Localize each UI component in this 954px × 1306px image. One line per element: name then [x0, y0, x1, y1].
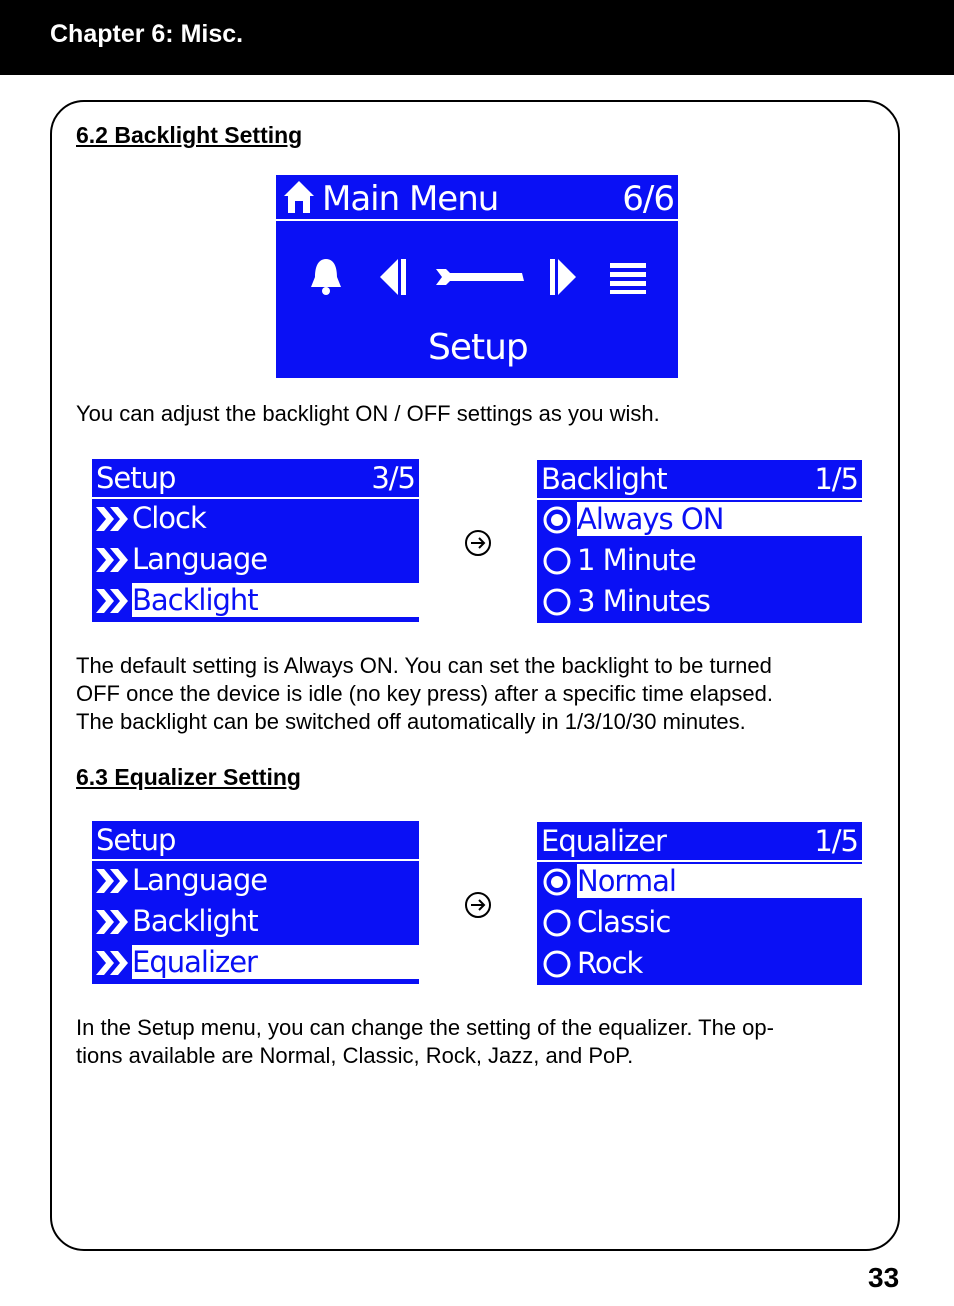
backlight-menu-page: 1/5 — [814, 462, 858, 496]
home-icon — [282, 179, 316, 215]
radio-selected-icon — [539, 506, 575, 534]
setup-item-language[interactable] — [92, 540, 419, 580]
setup-menu-screen — [92, 459, 419, 622]
backlight-option-1-minute[interactable] — [537, 541, 862, 581]
setup-item-clock[interactable] — [92, 499, 419, 539]
description-line: The default setting is Always ON. You can set the backlight to be turned — [76, 653, 772, 678]
left-triangle-icon — [378, 257, 408, 297]
setup-menu-title: Setup — [96, 823, 176, 857]
double-chevron-icon — [94, 546, 130, 574]
radio-icon — [539, 909, 575, 937]
main-menu-caption: Setup — [428, 327, 528, 368]
setup-item-label: Equalizer — [132, 945, 419, 979]
equalizer-menu-page: 1/5 — [814, 824, 858, 858]
setup-menu-eq-screen — [92, 821, 419, 984]
double-chevron-icon — [94, 867, 130, 895]
main-menu-title: Main Menu — [322, 179, 499, 219]
equalizer-option-label: Normal — [577, 864, 862, 898]
backlight-menu-screen — [537, 460, 862, 623]
radio-icon — [539, 588, 575, 616]
setup-item-label: Language — [132, 542, 268, 576]
backlight-option-label: 3 Minutes — [577, 584, 710, 618]
main-menu-page: 6/6 — [622, 179, 674, 219]
equalizer-option-normal[interactable] — [537, 862, 862, 902]
chapter-header — [0, 0, 954, 75]
radio-icon — [539, 950, 575, 978]
setup-item-label: Clock — [132, 501, 206, 535]
setup-menu-title: Setup — [96, 461, 176, 495]
backlight-intro: You can adjust the backlight ON / OFF settings as you wish. — [76, 401, 660, 426]
setup-item-label: Backlight — [132, 904, 258, 938]
setup-item-language[interactable] — [92, 861, 419, 901]
setup-item-label: Backlight — [132, 583, 419, 617]
backlight-heading: 6.2 Backlight Setting — [76, 122, 303, 148]
page-number: 33 — [868, 1262, 900, 1293]
list-icon — [608, 261, 648, 295]
setup-item-backlight[interactable] — [92, 581, 419, 621]
backlight-option-label: 1 Minute — [577, 543, 696, 577]
equalizer-option-rock[interactable] — [537, 944, 862, 984]
description-line: OFF once the device is idle (no key press) after a specific time elapsed. — [76, 681, 773, 706]
equalizer-heading: 6.3 Equalizer Setting — [76, 764, 301, 790]
setup-menu-page: 3/5 — [371, 461, 415, 495]
equalizer-menu-screen — [537, 822, 862, 985]
wrench-icon — [434, 263, 526, 291]
equalizer-description — [76, 1014, 876, 1070]
chapter-title: Chapter 6: Misc. — [50, 20, 244, 48]
setup-item-equalizer[interactable] — [92, 943, 419, 983]
description-line: The backlight can be switched off automatically in 1/3/10/30 minutes. — [76, 709, 746, 734]
description-line: tions available are Normal, Classic, Rock, Jazz, and PoP. — [76, 1043, 634, 1068]
setup-item-label: Language — [132, 863, 268, 897]
radio-selected-icon — [539, 868, 575, 896]
backlight-description — [76, 652, 876, 736]
backlight-option-always-on[interactable] — [537, 500, 862, 540]
double-chevron-icon — [94, 587, 130, 615]
equalizer-option-classic[interactable] — [537, 903, 862, 943]
circled-arrow-icon — [465, 892, 491, 918]
double-chevron-icon — [94, 949, 130, 977]
bell-icon — [308, 257, 344, 297]
double-chevron-icon — [94, 908, 130, 936]
backlight-menu-title: Backlight — [541, 462, 667, 496]
right-triangle-icon — [548, 257, 578, 297]
backlight-option-3-minutes[interactable] — [537, 582, 862, 622]
double-chevron-icon — [94, 505, 130, 533]
setup-item-backlight[interactable] — [92, 902, 419, 942]
equalizer-option-label: Classic — [577, 905, 671, 939]
radio-icon — [539, 547, 575, 575]
equalizer-option-label: Rock — [577, 946, 643, 980]
main-menu-screen — [276, 175, 678, 378]
equalizer-menu-title: Equalizer — [541, 824, 666, 858]
description-line: In the Setup menu, you can change the setting of the equalizer. The op- — [76, 1015, 774, 1040]
circled-arrow-icon — [465, 530, 491, 556]
backlight-option-label: Always ON — [577, 502, 862, 536]
